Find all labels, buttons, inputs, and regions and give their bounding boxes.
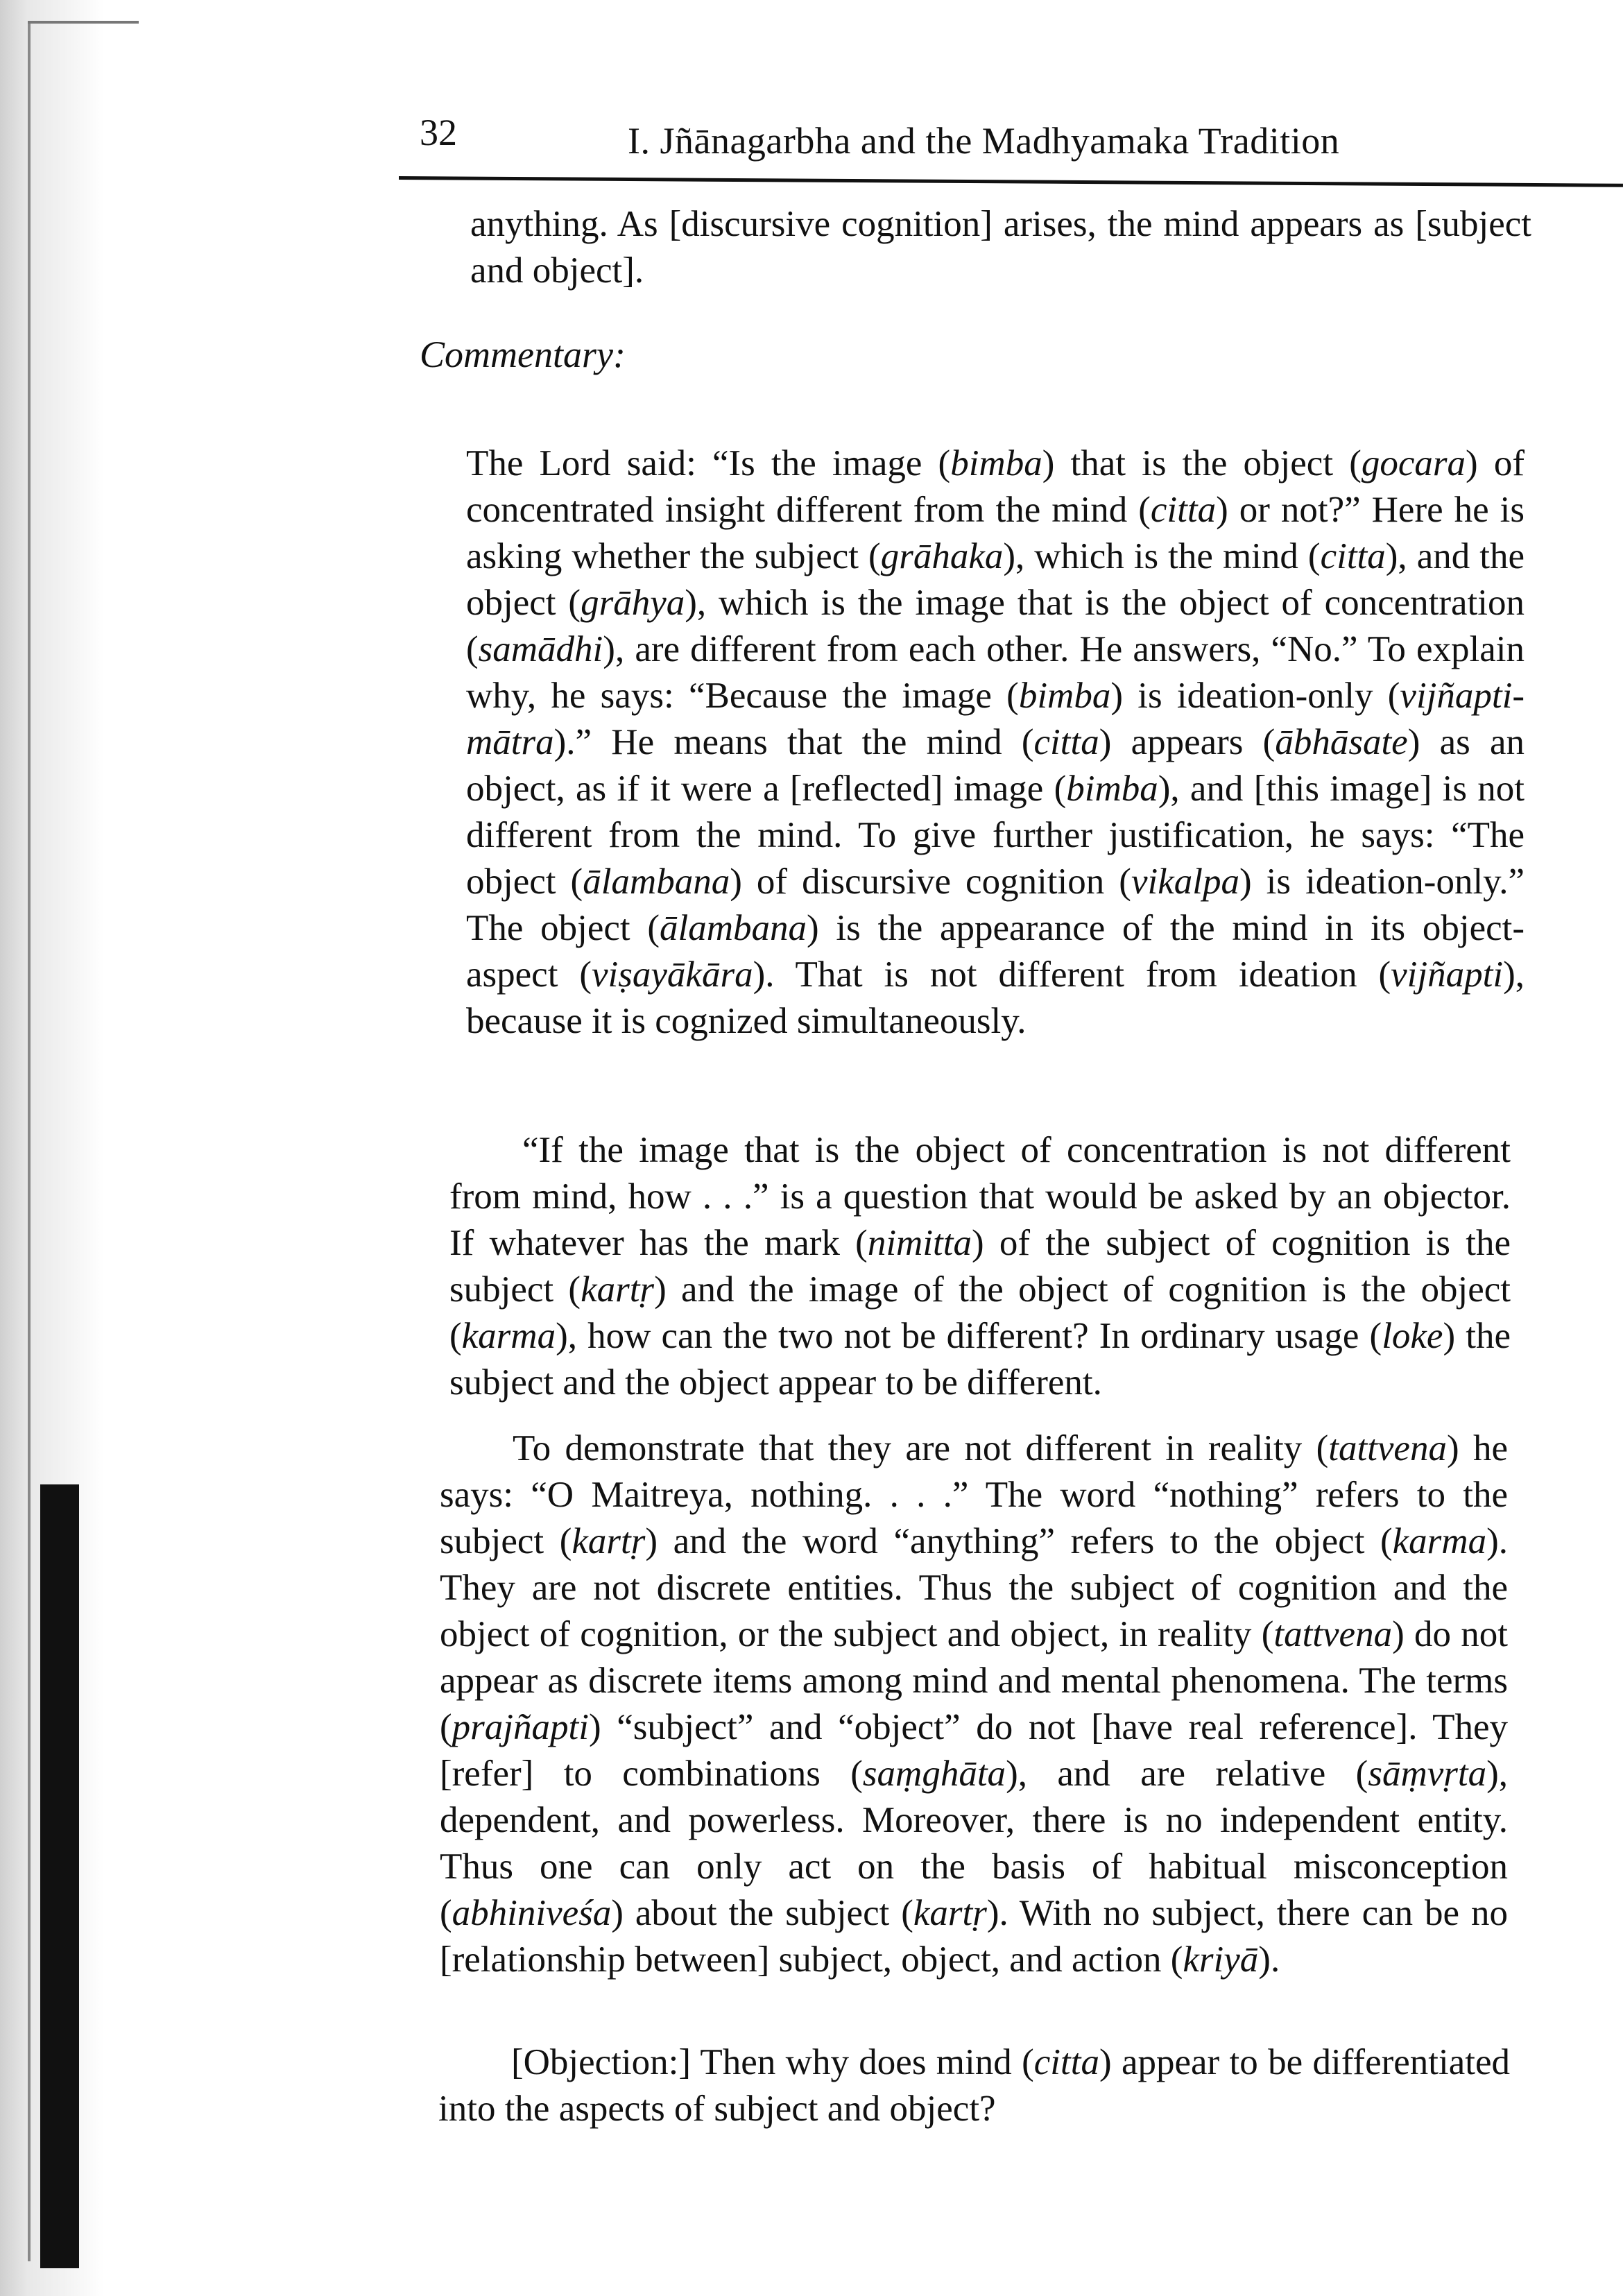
scan-black-margin — [40, 1484, 79, 2268]
sanskrit-term: citta — [1033, 722, 1099, 762]
text-run: ) about the subject ( — [611, 1893, 913, 1933]
paragraph-1 — [466, 440, 1525, 1045]
sanskrit-term: kriyā — [1183, 1939, 1259, 1980]
sanskrit-term: gocara — [1361, 443, 1466, 483]
sanskrit-term: vijñapti-mātra — [466, 676, 1525, 762]
sanskrit-term: bimba — [950, 443, 1042, 483]
text-run: ) do not appear as discrete items among mind and mental phenomena. The terms ( — [440, 1614, 1509, 1747]
sanskrit-term: tattvena — [1273, 1614, 1393, 1654]
sanskrit-term: tattvena — [1328, 1428, 1447, 1468]
paragraph-verse-end — [470, 201, 1531, 294]
text-run: ) the subject and the object appear to be different. — [449, 1316, 1511, 1403]
text-run: ), which is the image that is the object of concentration ( — [466, 583, 1525, 669]
text-run: ) appears ( — [1099, 722, 1276, 762]
text-run: ), because it is cognized simultaneously. — [466, 954, 1525, 1041]
text-run: ) “subject” and “object” do not [have real reference]. They [refer] to combinations ( — [440, 1707, 1508, 1794]
sanskrit-term: bimba — [1066, 769, 1158, 809]
text-run: ) and the image of the object of cognition is the object ( — [449, 1269, 1511, 1356]
commentary-heading: Commentary: — [420, 334, 626, 375]
text-run: ), and are relative ( — [1006, 1754, 1368, 1794]
sanskrit-term: vijñapti — [1391, 954, 1504, 995]
text-run: ) as an object, as if it were a [reflected] image ( — [466, 722, 1525, 809]
text-run: To demonstrate that they are not different in reality ( — [513, 1428, 1329, 1468]
sanskrit-term: karma — [461, 1316, 556, 1356]
sanskrit-term: nimitta — [867, 1223, 972, 1263]
sanskrit-term: prajñapti — [452, 1707, 589, 1747]
page-number: 32 — [420, 112, 457, 153]
scan-edge-line — [28, 21, 31, 2261]
sanskrit-term: vikalpa — [1131, 862, 1239, 902]
text-run: ) or not?” Here he is asking whether the subject ( — [466, 490, 1525, 576]
text-run: ) is the appearance of the mind in its object-aspect ( — [466, 908, 1525, 995]
text-run: ), are different from each other. He answers, “No.” To explain why, he says: “Because the image ( — [466, 629, 1525, 716]
sanskrit-term: sāṃvṛta — [1368, 1754, 1487, 1794]
text-run: The Lord said: “Is the image ( — [466, 443, 951, 483]
sanskrit-term: kartṛ — [581, 1269, 655, 1310]
text-run: ) of concentrated insight different from the mind ( — [466, 443, 1525, 530]
header-rule — [399, 176, 1623, 187]
text-run: ) is ideation-only ( — [1110, 676, 1400, 716]
paragraph-4 — [438, 2039, 1510, 2132]
sanskrit-term: loke — [1382, 1316, 1443, 1356]
sanskrit-term: grāhaka — [880, 536, 1004, 576]
running-title: I. Jñānagarbha and the Madhyamaka Tradition — [628, 120, 1340, 162]
text-run: ) appear to be differentiated into the aspects of subject and object? — [438, 2042, 1510, 2129]
text-run: ). That is not different from ideation ( — [753, 954, 1391, 995]
text-run: ) of the subject of cognition is the subject ( — [449, 1223, 1511, 1310]
sanskrit-term: ābhāsate — [1275, 722, 1408, 762]
sanskrit-term: citta — [1150, 490, 1217, 530]
sanskrit-term: citta — [1033, 2042, 1099, 2082]
text-run: ). — [1258, 1939, 1280, 1980]
sanskrit-term: grāhya — [581, 583, 685, 623]
paragraph-2 — [449, 1127, 1511, 1406]
text-run: ) of discursive cognition ( — [730, 862, 1131, 902]
text-run: ), which is the mind ( — [1003, 536, 1321, 576]
text-run: anything. As [discursive cognition] arises, the mind appears as [subject and object]. — [470, 204, 1531, 291]
text-run: ). They are not discrete entities. Thus the subject of cognition and the object of cognition, or the subject and object, in reality ( — [440, 1521, 1508, 1654]
text-run: ), and [this image] is not different from the mind. To give further justification, he says: “The object ( — [466, 769, 1525, 902]
text-run: [Objection:] Then why does mind ( — [511, 2042, 1034, 2082]
text-run: ). With no subject, there can be no [relationship between] subject, object, and action ( — [440, 1893, 1508, 1980]
sanskrit-term: abhiniveśa — [452, 1893, 612, 1933]
scan-corner-mark — [28, 21, 139, 24]
text-run: “If the image that is the object of concentration is not different from mind, how . . .” is a question that would be asked by an objector. If whatever has the mark ( — [449, 1130, 1511, 1263]
sanskrit-term: kartṛ — [572, 1521, 646, 1561]
sanskrit-term: karma — [1392, 1521, 1487, 1561]
text-run: ) and the word “anything” refers to the object ( — [645, 1521, 1393, 1561]
sanskrit-term: bimba — [1018, 676, 1111, 716]
sanskrit-term: kartṛ — [913, 1893, 987, 1933]
text-run: ) that is the object ( — [1042, 443, 1362, 483]
text-run: ) is ideation-only.” The object ( — [466, 862, 1525, 948]
paragraph-3 — [440, 1425, 1508, 1983]
text-run: ) he says: “O Maitreya, nothing. . . .” The word “nothing” refers to the subject ( — [440, 1428, 1508, 1561]
text-run: ), dependent, and powerless. Moreover, there is no independent entity. Thus one can only act on the basis of habitual misconception ( — [440, 1754, 1508, 1933]
text-run: ).” He means that the mind ( — [553, 722, 1034, 762]
sanskrit-term: viṣayākāra — [592, 954, 753, 995]
sanskrit-term: citta — [1320, 536, 1386, 576]
sanskrit-term: samādhi — [478, 629, 603, 669]
sanskrit-term: ālambana — [583, 862, 730, 902]
sanskrit-term: ālambana — [660, 908, 807, 948]
sanskrit-term: saṃghāta — [862, 1754, 1006, 1794]
text-run: ), how can the two not be different? In ordinary usage ( — [556, 1316, 1382, 1356]
text-run: ), and the object ( — [466, 536, 1525, 623]
